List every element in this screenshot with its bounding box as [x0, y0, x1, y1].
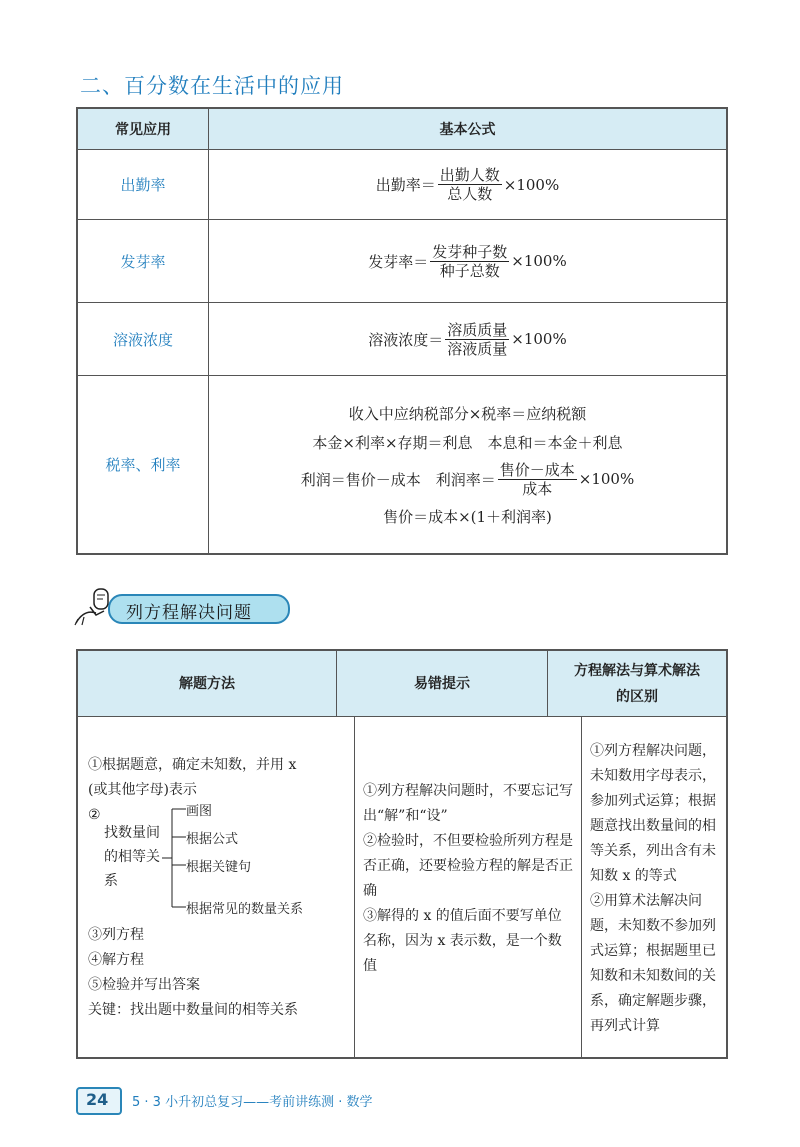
- tip-2: ②检验时，不但要检验所列方程是否正确，还要检验方程的解是否正确: [363, 833, 573, 899]
- step-2: ②: [88, 807, 101, 823]
- denominator: 溶液质量: [447, 339, 508, 358]
- section-title: 二、百分数在生活中的应用: [80, 74, 344, 98]
- formula-left: 出勤率＝: [375, 176, 436, 194]
- brace-item: 根据关键句: [186, 860, 252, 875]
- step-1-cont: (或其他字母)表示: [88, 782, 197, 798]
- header-method: 解题方法: [78, 651, 337, 716]
- table-row: [78, 303, 726, 376]
- step-3: ③列方程: [88, 927, 144, 943]
- fraction: [430, 243, 509, 280]
- page-footer: [76, 1085, 476, 1115]
- tip-1: ①列方程解决问题时，不要忘记写出“解”和“设”: [363, 783, 573, 824]
- header-basic-formula: 基本公式: [439, 122, 496, 138]
- errors-cell: [355, 717, 582, 1057]
- book-title: 5 · 3 小升初总复习——考前讲练测 · 数学: [132, 1095, 373, 1110]
- step-5: ⑤检验并写出答案: [88, 977, 200, 993]
- formula: [368, 321, 566, 358]
- formula-group: [301, 403, 634, 527]
- formula: [368, 243, 566, 280]
- row-name: 出勤率: [120, 176, 166, 194]
- formula-left: 发芽率＝: [368, 252, 429, 271]
- difference-cell: [582, 717, 726, 1057]
- formula-right: ×100%: [511, 330, 567, 348]
- step-4: ④解方程: [88, 952, 144, 968]
- method-cell: [78, 717, 355, 1057]
- brace-item: 根据常见的数量关系: [186, 902, 304, 917]
- tip-3: ③解得的 x 的值后面不要写单位名称，因为 x 表示数，是一个数值: [363, 908, 562, 974]
- table2-header: [78, 651, 726, 717]
- difference-1: ①列方程解决问题，未知数用字母表示，参加列式运算；根据题意找出数量间的相等关系，列出含有未知数 x 的等式: [590, 743, 716, 884]
- denominator: 总人数: [447, 185, 493, 203]
- denominator: 种子总数: [439, 261, 500, 280]
- header-common-use: 常见应用: [78, 109, 209, 149]
- formula: [376, 166, 559, 203]
- numerator: 发芽种子数: [432, 242, 508, 261]
- table2-body: [78, 717, 726, 1057]
- row-name: 税率、利率: [105, 456, 181, 474]
- table-row: [78, 376, 726, 553]
- header-difference-line2: 的区别: [616, 688, 658, 705]
- section-banner: [72, 583, 292, 627]
- key-point: 关键：找出题中数量间的相等关系: [88, 1002, 298, 1018]
- equation-methods-table: [76, 649, 728, 1059]
- formula-line: 售价＝成本×(1＋利润率): [383, 507, 552, 526]
- page-number-badge: [76, 1087, 122, 1115]
- header-difference-line1: 方程解法与算术解法: [574, 662, 700, 679]
- formula-left: 溶液浓度＝: [368, 330, 444, 349]
- fraction: [498, 461, 577, 498]
- table1-header: [78, 109, 726, 150]
- brace-label: 找数量间的相等关系: [104, 825, 160, 889]
- row-name: 溶液浓度: [112, 330, 173, 349]
- numerator: 售价－成本: [499, 460, 575, 479]
- formula-left: 利润＝售价－成本 利润率＝: [300, 470, 496, 489]
- step-2-brace: [88, 803, 346, 917]
- brace-item: 根据公式: [186, 832, 239, 847]
- brace-item: 画图: [186, 804, 213, 819]
- header-common-errors: 易错提示: [337, 651, 548, 716]
- fraction: [438, 166, 502, 203]
- fraction: [445, 321, 509, 358]
- formula-line: [301, 461, 634, 498]
- difference-2: ②用算术法解决问题，未知数不参加列式运算；根据题里已知数和未知数间的关系，确定解题步骤，再列式计算: [590, 893, 716, 1034]
- percent-applications-table: [76, 107, 728, 555]
- numerator: 溶质质量: [447, 320, 508, 339]
- page-number: 24: [86, 1090, 109, 1109]
- formula-right: ×100%: [578, 470, 635, 488]
- formula-right: ×100%: [503, 175, 560, 194]
- table-row: [78, 220, 726, 303]
- banner-title: 列方程解决问题: [126, 603, 252, 623]
- header-difference: [548, 651, 726, 716]
- row-name: 发芽率: [120, 252, 166, 271]
- numerator: 出勤人数: [439, 166, 500, 184]
- step-1: ①根据题意，确定未知数，并用 x: [88, 757, 297, 773]
- table-row: [78, 150, 726, 220]
- formula-line: 本金×利率×存期＝利息 本息和＝本金＋利息: [312, 433, 623, 452]
- formula-right: ×100%: [511, 252, 567, 270]
- formula-line: 收入中应纳税部分×税率＝应纳税额: [348, 404, 587, 423]
- denominator: 成本: [522, 479, 553, 498]
